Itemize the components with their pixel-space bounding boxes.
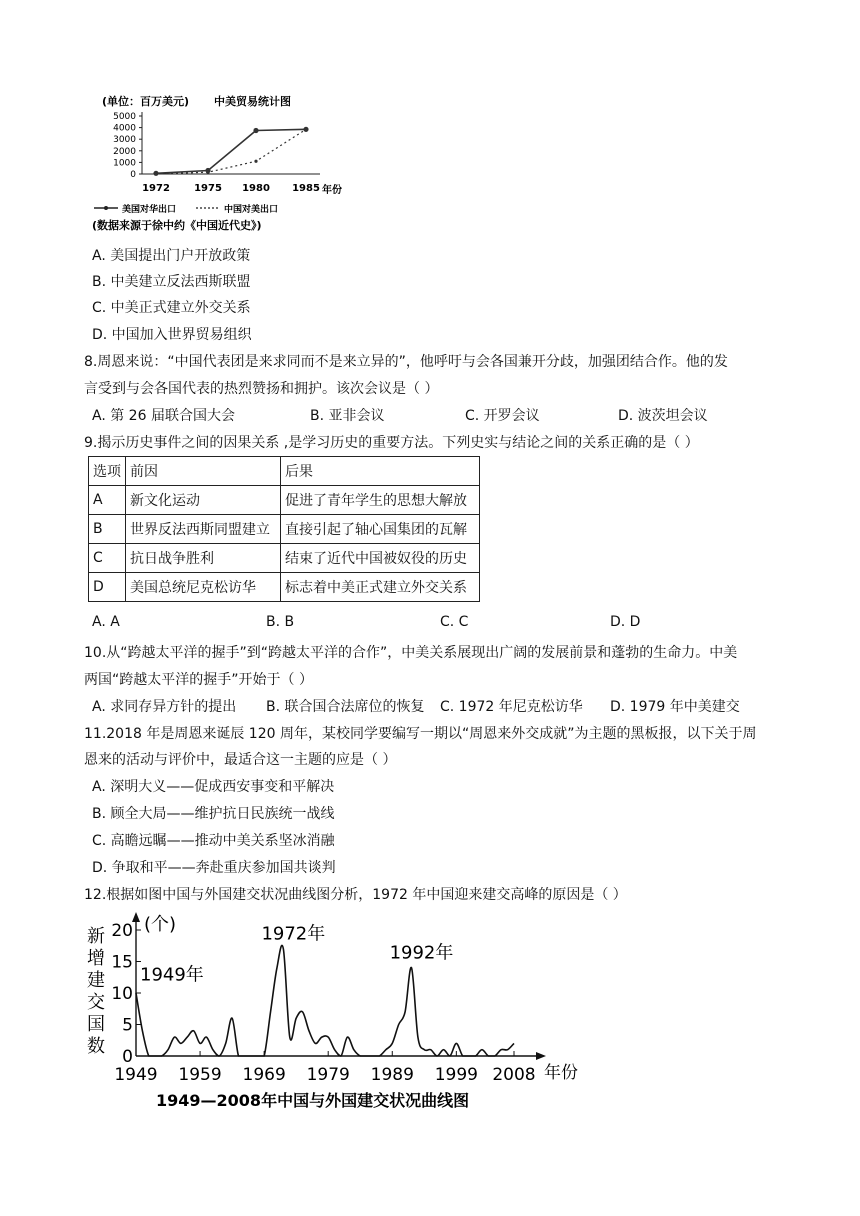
- q11-stem-line2: 恩来的活动与评价中，最适合这一主题的应是（ ）: [84, 752, 397, 768]
- table-row: [89, 573, 480, 602]
- chart1-x-tick-label: 1975: [194, 183, 222, 194]
- table-cell: 直接引起了轴心国集团的瓦解: [281, 515, 480, 544]
- legend-cn-export: 中国对美出口: [224, 205, 279, 215]
- header-cell: 前因: [126, 457, 281, 486]
- series-point: [304, 128, 307, 131]
- table-row: [89, 515, 480, 544]
- table-cell: 新文化运动: [126, 486, 281, 515]
- table-cell: 世界反法西斯同盟建立: [126, 515, 281, 544]
- chart1-y-tick-label: 3000: [113, 135, 136, 146]
- q7-option-a: A. 美国提出门户开放政策: [92, 248, 251, 264]
- q9-option-d: D. D: [610, 614, 641, 630]
- chart1-legend: [94, 203, 278, 215]
- legend-us-export: 美国对华出口: [122, 205, 177, 215]
- chart2-annotation: 1992年: [389, 942, 454, 964]
- chart1-y-tick-label: 1000: [113, 158, 136, 169]
- q9-stem: 9.揭示历史事件之间的因果关系 ,是学习历史的重要方法。下列史实与结论之间的关系正确的是（ ）: [84, 435, 699, 451]
- chart2-y-tick-label: 5: [122, 1015, 133, 1036]
- q12-stem: 12.根据如图中国与外国建交状况曲线图分析，1972 年中国迎来建交高峰的原因是（ ）: [84, 887, 627, 903]
- chart1-x-ticks: [142, 183, 320, 194]
- q11-option-d: D. 争取和平——奔赴重庆参加国共谈判: [92, 860, 336, 876]
- series-point: [206, 171, 209, 174]
- chart2-ylabel: [87, 926, 105, 1057]
- q7-option-d: D. 中国加入世界贸易组织: [92, 327, 252, 343]
- chart1-y-tick-label: 0: [130, 170, 136, 180]
- table-cell: 美国总统尼克松访华: [126, 573, 281, 602]
- chart2-ylabel-char: 建: [87, 970, 105, 991]
- q9-option-c: C. C: [440, 614, 469, 630]
- chart2-y-tick-label: 20: [111, 921, 133, 941]
- chart2-annotation: 1972年: [261, 923, 326, 945]
- chart1-xlabel: 年份: [322, 185, 342, 196]
- chart1-axes: [142, 112, 320, 174]
- chart2-annotation: 1949年: [140, 964, 204, 986]
- q10-stem-line2: 两国“跨越太平洋的握手”开始于（ ）: [84, 672, 313, 688]
- chart1-series: [153, 127, 308, 176]
- chart1-x-tick-label: 1972: [142, 183, 170, 194]
- header-cell: 选项: [89, 457, 126, 486]
- chart1-x-tick-label: 1980: [242, 183, 270, 194]
- series-point: [154, 172, 157, 175]
- chart1-source: (数据来源于徐中约《中国近代史》): [92, 219, 262, 232]
- table-cell: 抗日战争胜利: [126, 544, 281, 573]
- q10-option-b: B. 联合国合法席位的恢复: [266, 699, 425, 715]
- chart2-x-tick-label: 1979: [306, 1065, 350, 1085]
- q11-stem-line1: 11.2018 年是周恩来诞辰 120 周年，某校同学要编写一期以“周恩来外交成就”为主题的黑板报，以下关于周: [84, 726, 757, 742]
- chart2-ylabel-char: 新: [87, 926, 105, 947]
- q11-option-c: C. 高瞻远瞩——推动中美关系坚冰消融: [92, 833, 335, 849]
- chart2-x-arrow: [536, 1052, 546, 1060]
- chart1-title: 中美贸易统计图: [214, 95, 291, 108]
- q7-option-b: B. 中美建立反法西斯联盟: [92, 274, 251, 290]
- q8-option-a: A. 第 26 届联合国大会: [92, 408, 235, 424]
- q8-option-d: D. 波茨坦会议: [618, 408, 708, 424]
- chart1-x-tick-label: 1985: [292, 183, 320, 194]
- series-point: [253, 128, 258, 133]
- chart2-x-tick-label: 2008: [492, 1065, 536, 1085]
- q10-option-c: C. 1972 年尼克松访华: [440, 699, 583, 715]
- q9-option-b: B. B: [266, 614, 295, 630]
- q10-option-a: A. 求同存异方针的提出: [92, 699, 237, 715]
- table-cell: A: [89, 486, 126, 515]
- header-cell: 后果: [281, 457, 480, 486]
- trade-chart: [84, 88, 384, 238]
- chart2-ylabel-char: 增: [87, 948, 105, 969]
- chart2-y-arrow: [132, 912, 140, 922]
- table-cell: 结束了近代中国被奴役的历史: [281, 544, 480, 573]
- chart2-x-tick-label: 1949: [114, 1065, 158, 1085]
- chart2-ylabel-char: 交: [87, 992, 105, 1013]
- q8-option-c: C. 开罗会议: [465, 408, 540, 424]
- chart2-ylabel-char: 国: [87, 1014, 105, 1035]
- chart2-annotations: [140, 922, 453, 985]
- table-row: [89, 486, 480, 515]
- q11-option-a: A. 深明大义——促成西安事变和平解决: [92, 779, 335, 795]
- table-header-row: [89, 457, 480, 486]
- chart2-x-tick-label: 1959: [178, 1065, 222, 1085]
- chart2-xlabel: 年份: [544, 1063, 578, 1083]
- q9-option-a: A. A: [92, 614, 120, 630]
- chart1-y-tick-label: 4000: [113, 123, 136, 134]
- q8-stem-line2: 言受到与会各国代表的热烈赞扬和拥护。该次会议是（ ）: [84, 381, 439, 397]
- q7-option-c: C. 中美正式建立外交关系: [92, 300, 251, 316]
- chart1-unit: (单位：百万美元): [102, 95, 190, 108]
- chart2-x-tick-label: 1999: [434, 1065, 478, 1085]
- chart1-y-ticks: [113, 112, 142, 180]
- q10-option-d: D. 1979 年中美建交: [610, 699, 740, 715]
- chart2-x-tick-label: 1989: [370, 1065, 414, 1085]
- q11-option-b: B. 顾全大局——维护抗日民族统一战线: [92, 806, 335, 822]
- chart2-y-tick-label: 15: [111, 952, 133, 973]
- chart2-x-tick-label: 1969: [242, 1065, 286, 1085]
- chart2-y-tick-label: 10: [111, 984, 133, 1004]
- table-row: [89, 544, 480, 573]
- q10-stem-line1: 10.从“跨越太平洋的握手”到“跨越太平洋的合作”，中美关系展现出广阔的发展前景和蓬勃的生命力。中美: [84, 645, 738, 661]
- chart1-y-tick-label: 5000: [113, 112, 136, 122]
- table-cell: D: [89, 573, 126, 602]
- chart2-ylabel-char: 数: [87, 1036, 105, 1057]
- chart2-curve: [136, 945, 514, 1056]
- chart2-caption: 1949—2008年中国与外国建交状况曲线图: [156, 1091, 470, 1110]
- table-cell: 标志着中美正式建立外交关系: [281, 573, 480, 602]
- table-cell: B: [89, 515, 126, 544]
- table-cell: 促进了青年学生的思想大解放: [281, 486, 480, 515]
- table-cell: C: [89, 544, 126, 573]
- q9-table: [88, 456, 480, 602]
- diplomacy-chart: [84, 908, 594, 1118]
- chart1-y-tick-label: 2000: [113, 146, 136, 157]
- q8-option-b: B. 亚非会议: [310, 408, 385, 424]
- chart2-curve-line: [136, 945, 514, 1056]
- series-point: [254, 160, 257, 163]
- chart2-yunit: (个): [144, 914, 177, 935]
- chart2-axes: [132, 912, 546, 1060]
- chart2-y-tick-label: 0: [122, 1047, 133, 1067]
- q8-stem-line1: 8.周恩来说：“中国代表团是来求同而不是来立异的”，他呼吁与会各国兼开分歧，加强团结合作。他的发: [84, 354, 728, 370]
